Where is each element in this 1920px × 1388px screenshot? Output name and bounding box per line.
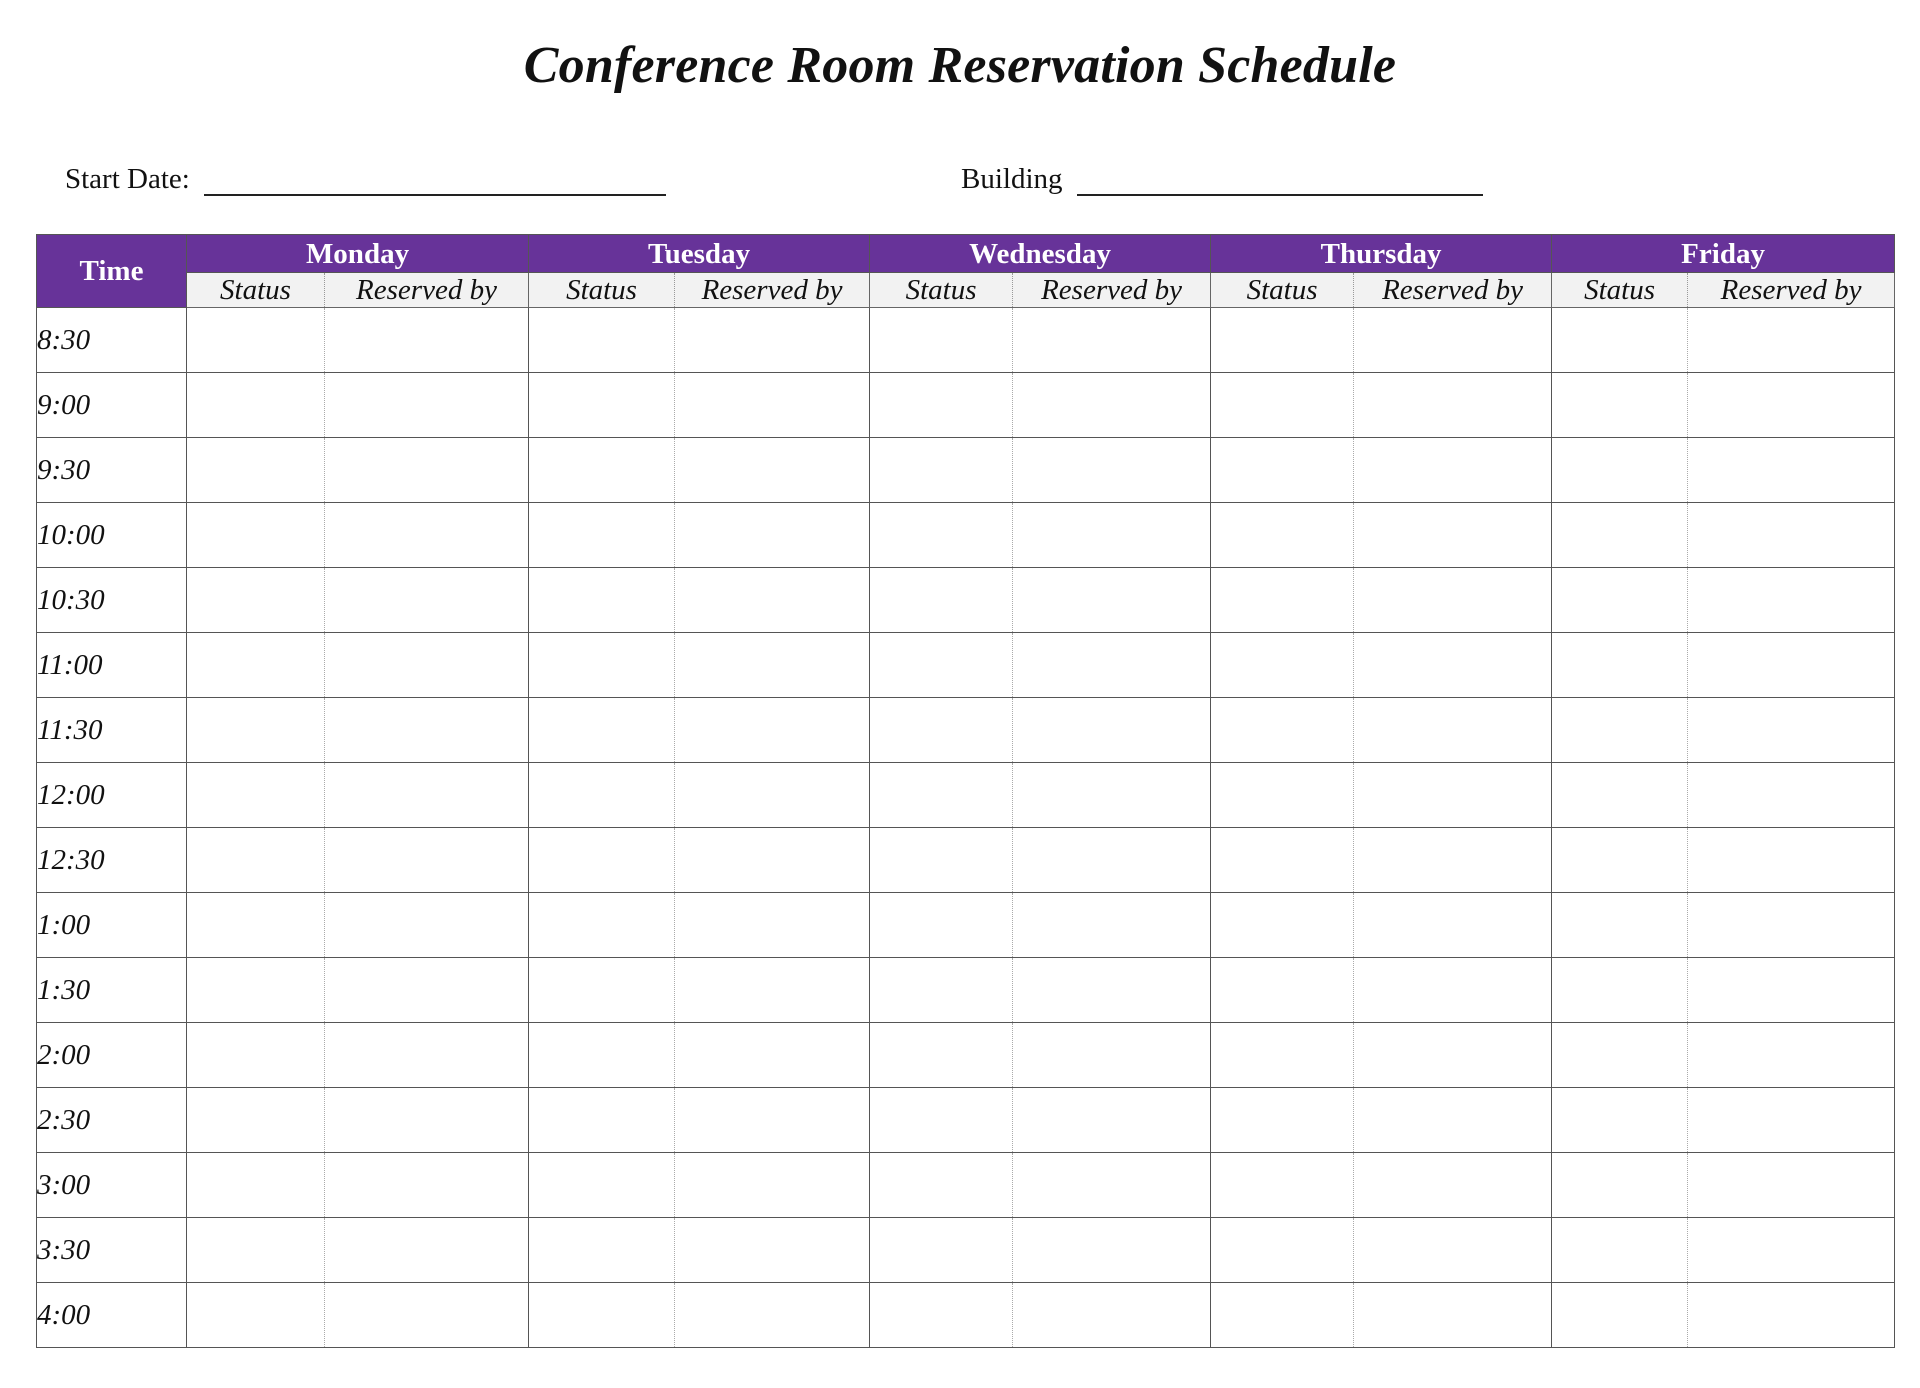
reserved-by-cell-monday[interactable]	[325, 698, 529, 763]
status-cell-tuesday[interactable]	[529, 633, 675, 698]
reserved-by-cell-friday[interactable]	[1688, 373, 1895, 438]
status-header-wednesday: Status	[870, 273, 1013, 308]
status-cell-friday[interactable]	[1552, 828, 1688, 893]
reserved-by-header-thursday: Reserved by	[1354, 273, 1552, 308]
status-cell-friday[interactable]	[1552, 893, 1688, 958]
time-slot-label: 2:30	[37, 1088, 187, 1153]
time-slot-label: 12:30	[37, 828, 187, 893]
reserved-by-cell-thursday[interactable]	[1354, 893, 1552, 958]
status-cell-friday[interactable]	[1552, 503, 1688, 568]
reserved-by-cell-thursday[interactable]	[1354, 373, 1552, 438]
reserved-by-cell-thursday[interactable]	[1354, 438, 1552, 503]
table-row	[37, 893, 1895, 958]
reserved-by-cell-friday[interactable]	[1688, 1283, 1895, 1348]
status-cell-tuesday[interactable]	[529, 763, 675, 828]
status-cell-monday[interactable]	[187, 958, 325, 1023]
time-slot-label: 11:00	[37, 633, 187, 698]
status-cell-tuesday[interactable]	[529, 438, 675, 503]
reserved-by-cell-thursday[interactable]	[1354, 763, 1552, 828]
start-date-field	[65, 160, 666, 196]
reserved-by-header-monday: Reserved by	[325, 273, 529, 308]
time-slot-label: 11:30	[37, 698, 187, 763]
status-cell-wednesday[interactable]	[870, 1153, 1013, 1218]
reserved-by-cell-wednesday[interactable]	[1013, 503, 1211, 568]
time-slot-label: 9:00	[37, 373, 187, 438]
reserved-by-cell-tuesday[interactable]	[675, 893, 870, 958]
status-cell-monday[interactable]	[187, 763, 325, 828]
reserved-by-cell-wednesday[interactable]	[1013, 1283, 1211, 1348]
time-slot-label: 9:30	[37, 438, 187, 503]
reserved-by-cell-friday[interactable]	[1688, 633, 1895, 698]
status-cell-friday[interactable]	[1552, 763, 1688, 828]
reserved-by-cell-thursday[interactable]	[1354, 568, 1552, 633]
reserved-by-cell-wednesday[interactable]	[1013, 568, 1211, 633]
time-slot-label: 1:30	[37, 958, 187, 1023]
status-cell-friday[interactable]	[1552, 1153, 1688, 1218]
status-cell-thursday[interactable]	[1211, 1023, 1354, 1088]
reserved-by-cell-wednesday[interactable]	[1013, 1023, 1211, 1088]
status-cell-friday[interactable]	[1552, 1088, 1688, 1153]
status-cell-thursday[interactable]	[1211, 893, 1354, 958]
building-label: Building	[961, 163, 1063, 195]
reserved-by-cell-thursday[interactable]	[1354, 1283, 1552, 1348]
status-cell-thursday[interactable]	[1211, 568, 1354, 633]
status-cell-tuesday[interactable]	[529, 1088, 675, 1153]
status-cell-friday[interactable]	[1552, 373, 1688, 438]
reserved-by-cell-tuesday[interactable]	[675, 958, 870, 1023]
status-cell-wednesday[interactable]	[870, 828, 1013, 893]
table-row	[37, 503, 1895, 568]
status-cell-thursday[interactable]	[1211, 633, 1354, 698]
reserved-by-cell-wednesday[interactable]	[1013, 373, 1211, 438]
status-cell-wednesday[interactable]	[870, 503, 1013, 568]
table-row	[37, 1023, 1895, 1088]
status-cell-monday[interactable]	[187, 568, 325, 633]
table-row	[37, 1283, 1895, 1348]
building-input-line[interactable]	[1077, 160, 1483, 196]
reserved-by-cell-friday[interactable]	[1688, 568, 1895, 633]
reserved-by-cell-friday[interactable]	[1688, 503, 1895, 568]
reserved-by-cell-wednesday[interactable]	[1013, 633, 1211, 698]
table-row	[37, 828, 1895, 893]
table-row	[37, 308, 1895, 373]
reserved-by-cell-wednesday[interactable]	[1013, 698, 1211, 763]
reserved-by-cell-tuesday[interactable]	[675, 308, 870, 373]
reserved-by-cell-wednesday[interactable]	[1013, 893, 1211, 958]
status-cell-monday[interactable]	[187, 828, 325, 893]
reserved-by-cell-thursday[interactable]	[1354, 828, 1552, 893]
status-header-tuesday: Status	[529, 273, 675, 308]
status-cell-tuesday[interactable]	[529, 1218, 675, 1283]
status-cell-thursday[interactable]	[1211, 373, 1354, 438]
reserved-by-cell-wednesday[interactable]	[1013, 763, 1211, 828]
time-slot-label: 1:00	[37, 893, 187, 958]
status-cell-wednesday[interactable]	[870, 1088, 1013, 1153]
reserved-by-cell-friday[interactable]	[1688, 763, 1895, 828]
status-cell-wednesday[interactable]	[870, 958, 1013, 1023]
status-cell-friday[interactable]	[1552, 633, 1688, 698]
reserved-by-cell-monday[interactable]	[325, 308, 529, 373]
day-header-friday: Friday	[1552, 235, 1895, 273]
status-header-thursday: Status	[1211, 273, 1354, 308]
time-slot-label: 3:30	[37, 1218, 187, 1283]
time-slot-label: 8:30	[37, 308, 187, 373]
table-row	[37, 438, 1895, 503]
status-cell-thursday[interactable]	[1211, 438, 1354, 503]
status-cell-monday[interactable]	[187, 633, 325, 698]
status-cell-wednesday[interactable]	[870, 763, 1013, 828]
status-cell-monday[interactable]	[187, 1153, 325, 1218]
status-cell-friday[interactable]	[1552, 1283, 1688, 1348]
reserved-by-cell-tuesday[interactable]	[675, 438, 870, 503]
building-field	[961, 160, 1483, 196]
table-row	[37, 568, 1895, 633]
reserved-by-cell-tuesday[interactable]	[675, 1023, 870, 1088]
reserved-by-cell-tuesday[interactable]	[675, 1218, 870, 1283]
reserved-by-cell-monday[interactable]	[325, 763, 529, 828]
status-cell-friday[interactable]	[1552, 308, 1688, 373]
status-cell-monday[interactable]	[187, 698, 325, 763]
reserved-by-cell-wednesday[interactable]	[1013, 1218, 1211, 1283]
reserved-by-cell-thursday[interactable]	[1354, 698, 1552, 763]
status-cell-friday[interactable]	[1552, 1023, 1688, 1088]
reserved-by-cell-wednesday[interactable]	[1013, 1153, 1211, 1218]
table-row	[37, 958, 1895, 1023]
day-header-monday: Monday	[187, 235, 529, 273]
table-row	[37, 1153, 1895, 1218]
reserved-by-cell-friday[interactable]	[1688, 1088, 1895, 1153]
reserved-by-cell-thursday[interactable]	[1354, 1218, 1552, 1283]
status-cell-thursday[interactable]	[1211, 958, 1354, 1023]
reserved-by-cell-thursday[interactable]	[1354, 958, 1552, 1023]
reserved-by-cell-tuesday[interactable]	[675, 1088, 870, 1153]
reserved-by-cell-monday[interactable]	[325, 1023, 529, 1088]
reserved-by-cell-friday[interactable]	[1688, 308, 1895, 373]
reserved-by-cell-wednesday[interactable]	[1013, 438, 1211, 503]
reserved-by-cell-monday[interactable]	[325, 503, 529, 568]
table-row	[37, 373, 1895, 438]
reserved-by-cell-friday[interactable]	[1688, 698, 1895, 763]
reserved-by-cell-monday[interactable]	[325, 828, 529, 893]
time-column-header: Time	[37, 235, 187, 308]
status-cell-wednesday[interactable]	[870, 308, 1013, 373]
status-cell-thursday[interactable]	[1211, 828, 1354, 893]
reserved-by-header-tuesday: Reserved by	[675, 273, 870, 308]
status-cell-wednesday[interactable]	[870, 1283, 1013, 1348]
day-header-tuesday: Tuesday	[529, 235, 870, 273]
status-cell-wednesday[interactable]	[870, 373, 1013, 438]
status-cell-wednesday[interactable]	[870, 1023, 1013, 1088]
time-slot-label: 2:00	[37, 1023, 187, 1088]
time-slot-label: 10:00	[37, 503, 187, 568]
status-cell-friday[interactable]	[1552, 1218, 1688, 1283]
status-cell-tuesday[interactable]	[529, 698, 675, 763]
status-cell-monday[interactable]	[187, 1023, 325, 1088]
time-slot-label: 3:00	[37, 1153, 187, 1218]
reserved-by-cell-tuesday[interactable]	[675, 633, 870, 698]
reserved-by-cell-friday[interactable]	[1688, 1218, 1895, 1283]
reserved-by-cell-thursday[interactable]	[1354, 1088, 1552, 1153]
reserved-by-cell-monday[interactable]	[325, 1153, 529, 1218]
reserved-by-cell-thursday[interactable]	[1354, 503, 1552, 568]
start-date-label: Start Date:	[65, 163, 190, 195]
status-cell-thursday[interactable]	[1211, 503, 1354, 568]
status-cell-wednesday[interactable]	[870, 893, 1013, 958]
time-slot-label: 4:00	[37, 1283, 187, 1348]
table-row	[37, 1218, 1895, 1283]
reserved-by-cell-thursday[interactable]	[1354, 1153, 1552, 1218]
status-cell-monday[interactable]	[187, 503, 325, 568]
reserved-by-cell-thursday[interactable]	[1354, 1023, 1552, 1088]
status-cell-thursday[interactable]	[1211, 1088, 1354, 1153]
reserved-by-cell-friday[interactable]	[1688, 438, 1895, 503]
reserved-by-cell-friday[interactable]	[1688, 828, 1895, 893]
status-cell-thursday[interactable]	[1211, 1283, 1354, 1348]
reserved-by-cell-friday[interactable]	[1688, 1023, 1895, 1088]
status-cell-friday[interactable]	[1552, 958, 1688, 1023]
status-cell-tuesday[interactable]	[529, 1153, 675, 1218]
status-cell-tuesday[interactable]	[529, 373, 675, 438]
status-cell-thursday[interactable]	[1211, 308, 1354, 373]
status-cell-tuesday[interactable]	[529, 308, 675, 373]
reserved-by-cell-tuesday[interactable]	[675, 568, 870, 633]
reserved-by-cell-friday[interactable]	[1688, 958, 1895, 1023]
status-cell-wednesday[interactable]	[870, 568, 1013, 633]
status-cell-thursday[interactable]	[1211, 1218, 1354, 1283]
reserved-by-cell-friday[interactable]	[1688, 1153, 1895, 1218]
status-cell-monday[interactable]	[187, 1088, 325, 1153]
reserved-by-cell-wednesday[interactable]	[1013, 828, 1211, 893]
reserved-by-cell-thursday[interactable]	[1354, 308, 1552, 373]
status-cell-thursday[interactable]	[1211, 698, 1354, 763]
status-cell-friday[interactable]	[1552, 698, 1688, 763]
status-cell-wednesday[interactable]	[870, 698, 1013, 763]
reserved-by-cell-monday[interactable]	[325, 1088, 529, 1153]
status-cell-monday[interactable]	[187, 1283, 325, 1348]
time-slot-label: 12:00	[37, 763, 187, 828]
table-row	[37, 1088, 1895, 1153]
reserved-by-cell-monday[interactable]	[325, 568, 529, 633]
status-cell-monday[interactable]	[187, 308, 325, 373]
status-header-monday: Status	[187, 273, 325, 308]
reserved-by-cell-wednesday[interactable]	[1013, 1088, 1211, 1153]
reserved-by-cell-tuesday[interactable]	[675, 503, 870, 568]
status-cell-tuesday[interactable]	[529, 1283, 675, 1348]
reserved-by-cell-monday[interactable]	[325, 1283, 529, 1348]
status-header-friday: Status	[1552, 273, 1688, 308]
reserved-by-cell-friday[interactable]	[1688, 893, 1895, 958]
status-cell-friday[interactable]	[1552, 568, 1688, 633]
reserved-by-cell-wednesday[interactable]	[1013, 958, 1211, 1023]
reserved-by-header-wednesday: Reserved by	[1013, 273, 1211, 308]
status-cell-wednesday[interactable]	[870, 1218, 1013, 1283]
day-header-wednesday: Wednesday	[870, 235, 1211, 273]
table-row	[37, 698, 1895, 763]
reserved-by-cell-tuesday[interactable]	[675, 1283, 870, 1348]
reserved-by-cell-monday[interactable]	[325, 373, 529, 438]
reserved-by-cell-thursday[interactable]	[1354, 633, 1552, 698]
reserved-by-cell-tuesday[interactable]	[675, 698, 870, 763]
reserved-by-cell-monday[interactable]	[325, 893, 529, 958]
status-cell-tuesday[interactable]	[529, 1023, 675, 1088]
reserved-by-cell-tuesday[interactable]	[675, 1153, 870, 1218]
status-cell-tuesday[interactable]	[529, 893, 675, 958]
status-cell-wednesday[interactable]	[870, 633, 1013, 698]
start-date-input-line[interactable]	[204, 160, 666, 196]
page-title: Conference Room Reservation Schedule	[523, 37, 1397, 94]
status-cell-tuesday[interactable]	[529, 958, 675, 1023]
time-slot-label: 10:30	[37, 568, 187, 633]
status-cell-thursday[interactable]	[1211, 763, 1354, 828]
reserved-by-cell-wednesday[interactable]	[1013, 308, 1211, 373]
table-row	[37, 763, 1895, 828]
reserved-by-cell-tuesday[interactable]	[675, 763, 870, 828]
day-header-thursday: Thursday	[1211, 235, 1552, 273]
status-cell-monday[interactable]	[187, 373, 325, 438]
reserved-by-cell-tuesday[interactable]	[675, 373, 870, 438]
status-cell-monday[interactable]	[187, 1218, 325, 1283]
status-cell-monday[interactable]	[187, 438, 325, 503]
status-cell-tuesday[interactable]	[529, 568, 675, 633]
reserved-by-cell-tuesday[interactable]	[675, 828, 870, 893]
reserved-by-cell-monday[interactable]	[325, 958, 529, 1023]
table-row	[37, 633, 1895, 698]
reserved-by-cell-monday[interactable]	[325, 1218, 529, 1283]
reserved-by-cell-monday[interactable]	[325, 438, 529, 503]
status-cell-wednesday[interactable]	[870, 438, 1013, 503]
status-cell-thursday[interactable]	[1211, 1153, 1354, 1218]
reserved-by-header-friday: Reserved by	[1688, 273, 1895, 308]
status-cell-monday[interactable]	[187, 893, 325, 958]
status-cell-tuesday[interactable]	[529, 503, 675, 568]
reserved-by-cell-monday[interactable]	[325, 633, 529, 698]
reservation-table	[36, 234, 1895, 1348]
status-cell-tuesday[interactable]	[529, 828, 675, 893]
status-cell-friday[interactable]	[1552, 438, 1688, 503]
